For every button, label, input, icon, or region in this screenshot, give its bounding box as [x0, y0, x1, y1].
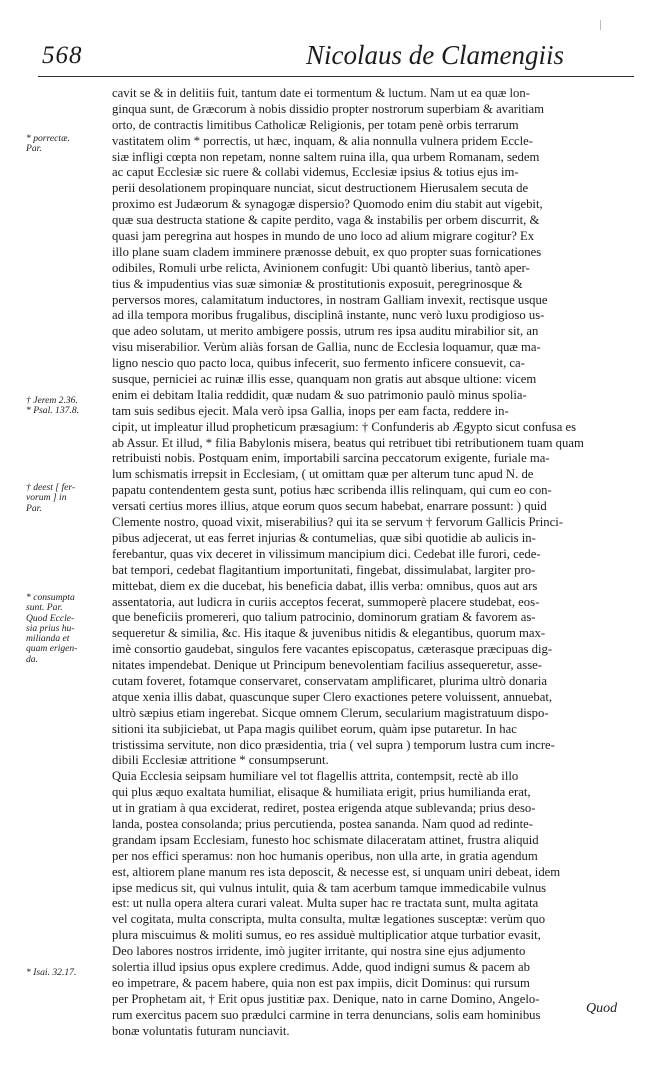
- text-line: tristissima servitute, non dico præsidentia, tria ( vel supra ) temporum lustra cum incre-: [112, 737, 555, 752]
- margin-note: [26, 134, 70, 155]
- text-line: cipit, ut impleatur illud propheticum præsagium: † Confunderis ab Ægypto sicut confusa es: [112, 419, 577, 434]
- text-line: quasi jam peregrina aut hospes in mundo de uno loco ad alium migrare cogitur? Ex: [112, 229, 535, 244]
- text-line: Quia Ecclesia seipsam humiliare vel tot flagellis attrita, contempsit, rectè ab illo: [112, 769, 519, 784]
- margin-note-line: sia prius hu-: [26, 622, 75, 634]
- margin-note-line: * Isai. 32.17.: [26, 967, 77, 978]
- text-line: per Prophetam ait, † Erit opus justitiæ pax. Denique, nato in carne Domino, Angelo-: [112, 991, 540, 1006]
- margin-note-line: Par.: [26, 143, 42, 155]
- text-line: perii desolationem propinquare nunciat, sicut destructionem Hierusalem secuta de: [112, 181, 529, 196]
- text-line: pibus adjecerat, ut eas ferret injurias & contumelias, quæ sibi quotidie ab aulicis in-: [112, 530, 536, 545]
- text-line: siæ infligi cœpta non repetam, nonne saltem ruina illa, qua urbem Romanam, sedem: [112, 149, 540, 164]
- text-line: cavit se & in delitiis fuit, tantum date ei tormentum & luctum. Nam ut ea quæ lon-: [112, 86, 530, 100]
- text-line: lum schismatis irrepsit in Ecclesiam, ( ut omittam quæ per alterum tunc apud N. de: [112, 467, 534, 482]
- text-line: retribuisti nobis. Postquam enim, importabili sarcina peccatorum exigente, furiale ma-: [112, 451, 550, 466]
- text-line: tam suis sedibus ejecit. Mala verò ipsa Gallia, inops per eam facta, reddere in-: [112, 403, 509, 418]
- text-line: per nos effici speramus: non hoc humanis operibus, non ulla arte, in gratia agendum: [112, 848, 538, 863]
- margin-note-line: quam erigen-: [26, 643, 78, 655]
- text-line: landa, postea consolanda; prius percutienda, postea sananda. Nam quod ad redinte-: [112, 816, 534, 831]
- text-line: susque, perniciei ac ruinæ illis esse, quanquam non gratis aut absque ultione: vicem: [112, 372, 537, 387]
- text-line: ac caput Ecclesiæ sic ruere & collabi videmus, Ecclesiæ ipsius & totius ejus im-: [112, 165, 519, 180]
- text-line: grandam ipsam Ecclesiam, funesto hoc schismate dilaceratam attinet, frustra aliquid: [112, 832, 539, 847]
- text-line: orto, de contractis limitibus Catholicæ Religionis, per totam penè orbis terrarum: [112, 117, 519, 132]
- page-number: 568: [42, 42, 83, 69]
- page-header: [38, 38, 634, 72]
- text-line: vel cogitata, multa conscripta, multa consulta, multæ legationes susceptæ: verùm quo: [112, 912, 546, 927]
- text-line: illo plane suam cladem imminere prænosse debuit, ex quo propter suas fornicationes: [112, 244, 542, 259]
- margin-note-line: vorum ] in: [26, 492, 67, 504]
- margin-note: [26, 483, 75, 514]
- text-line: qui plus æquo exaltata humiliat, elisaque & humiliata erigit, prius humilianda erat,: [112, 785, 531, 800]
- text-line: bonæ voluntatis futuram nunciavit.: [112, 1023, 290, 1038]
- text-line: cutam foveret, fotamque conservaret, conservatam amplificaret, plurima ultrò donaria: [112, 673, 548, 688]
- text-line: plura miscuimus & moliti sumus, eo res assiduè multiplicatior atque turbatior evasit,: [112, 928, 541, 943]
- text-line: versati certius mores illius, atque eorum quos secum habebat, enarrare possunt: ) quid: [112, 499, 547, 514]
- margin-note-line: sunt. Par.: [26, 602, 63, 614]
- text-line: ut in gratiam à qua exciderat, rediret, postea erigenda atque sublevanda; prius deso-: [112, 801, 536, 816]
- text-line: ferebantur, quas vix deceret in vilissimum mancipium dici. Cedebat ille furori, cede-: [112, 546, 541, 561]
- text-line: odibiles, Romuli urbe relicta, Avinionem confugit: Ubi quantò liberius, tantò aper-: [112, 260, 530, 275]
- text-line: Clemente nostro, quoad vixit, miserabilius? qui ita se servum † fervorum Gallicis Princi-: [112, 515, 564, 530]
- text-line: nitates impendebat. Denique ut Principum benevolentiam facilius assequeretur, asse-: [112, 658, 543, 673]
- text-line: ad illa tempora moribus frugalibus, disciplinâ instante, nunc verò luxu prodigioso us-: [112, 308, 545, 323]
- margin-note-line: Quod Eccle-: [26, 612, 75, 624]
- text-line: sequeretur & similia, &c. His itaque & juvenibus nitidis & elegantibus, quorum max-: [112, 626, 546, 641]
- text-line: enim ei debitam Italia reddidit, quæ nudam & suo patrimonio paulò minus spolia-: [112, 387, 527, 402]
- text-line: atque xenia illis dabat, quascunque super Clero exactiones petere voluissent, annuebat,: [112, 689, 553, 704]
- scan-mark: [600, 20, 603, 30]
- text-line: proximo est Judæorum & synagogæ dispersio? Quomodo enim diu stabit aut vigebit,: [112, 197, 543, 212]
- text-line: visu miserabilior. Verùm aliàs forsan de Gallia, nunc de Ecclesia loquamur, quæ ma-: [112, 340, 541, 355]
- text-line: ab Assur. Et illud, * filia Babylonis misera, beatus qui retribuet tibi retributionem tuam quam: [112, 435, 584, 450]
- text-line: que beneficiis promereri, quo talium patrocinio, dominorum gratiam & favorem as-: [112, 610, 536, 625]
- text-line: ultrò sæpius etiam ingerebat. Sicque omnem Clerum, secularium magistratuum dispo-: [112, 705, 549, 720]
- text-line: bat tempori, cedebat flagitantium importunitati, fingebat, dissimulabat, largiter pro-: [112, 562, 536, 577]
- margin-note-line: da.: [26, 653, 38, 665]
- margin-note-line: * Psal. 137.8.: [26, 405, 80, 417]
- margin-note-line: * consumpta: [26, 592, 75, 603]
- text-line: Deo labores nostros irridente, imò jugiter irritante, qui nostra sine ejus adjumento: [112, 944, 526, 959]
- margin-note-line: Par.: [26, 502, 42, 514]
- running-title: Nicolaus de Clamengiis: [306, 40, 564, 70]
- text-line: assentatoria, aut ludicra in curiis acceptos fecerat, summoperè placere studebat, eos-: [112, 594, 540, 609]
- header-rule: [38, 76, 634, 77]
- text-line: tius & impudentius vias suæ simoniæ & prostitutionis exposuit, peregrinosque &: [112, 276, 523, 291]
- text-line: est, altiorem plane manum res ista deposcit, & necesse est, si unquam uniri debeat, idem: [112, 864, 561, 879]
- margin-note-line: † Jerem 2.36.: [26, 395, 78, 406]
- margin-note-line: * porrectæ.: [26, 133, 70, 144]
- margin-note: [26, 968, 76, 978]
- catchword: Quod: [586, 1001, 618, 1016]
- text-line: rum exercitus pacem suo prædulci carmine in terra denuncians, solis eam hominibus: [112, 1007, 541, 1022]
- text-line: papatu contendentem gesta sunt, potius hæc scribenda illis relinquam, qui cum eo con-: [112, 483, 552, 498]
- text-line: ligno nescio quo pacto loca, quibus infecerit, suo fermento inficere consuevit, ca-: [112, 356, 525, 371]
- text-line: perversos mores, calamitatum inductores, in nostram Galliam invexit, rectisque usque: [112, 292, 548, 307]
- text-line: que adeo solutam, ut merito ambigere possis, utrum res ipsa auditu mirabilior sit, an: [112, 324, 539, 339]
- text-line: imè consortio gaudebat, singulos fere vacantes episcopatus, cæterasque præcipuas dig-: [112, 642, 553, 657]
- text-line: ipse medicus sit, qui vulnus intulit, quia & tam acerbum tamque immedicabile vulnus: [112, 880, 547, 895]
- text-line: eo impetrare, & pacem habere, quia non est pax impiis, dicit Dominus: qui rursum: [112, 975, 530, 990]
- margin-note: [26, 593, 77, 665]
- text-line: quæ sua destructa statione & capite perdito, vaga & instabilis per orbem discurrit, &: [112, 213, 540, 228]
- margin-note-line: milianda et: [26, 633, 70, 645]
- text-line: sitioni ita subjiciebat, ut Papa magis quilibet eorum, quàm ipse putaretur. In hac: [112, 721, 517, 736]
- text-line: dibili Ecclesiæ attritione * consumpserunt.: [112, 753, 329, 768]
- margin-note-line: † deest [ fer-: [26, 482, 76, 493]
- text-line: mittebat, diem ex die ducebat, his beneficia dabat, illis verba: omnibus, quos aut ars: [112, 578, 538, 593]
- main-text: [112, 86, 622, 1039]
- text-line: solertia illud ipsius opus explere credimus. Adde, quod indigni sumus & pacem ab: [112, 959, 530, 974]
- margin-note: [26, 396, 79, 417]
- text-line: vastitatem olim * porrectis, ut hæc, inquam, & alia nonnulla vulnera pridem Eccle-: [112, 133, 534, 148]
- text-line: est: ut nulla opera altera curari valeat. Multa super hac re tractata sunt, multa agitata: [112, 896, 539, 911]
- text-line: ginqua sunt, de Græcorum à nobis dissidio propter nostrorum superbiam & avaritiam: [112, 101, 545, 116]
